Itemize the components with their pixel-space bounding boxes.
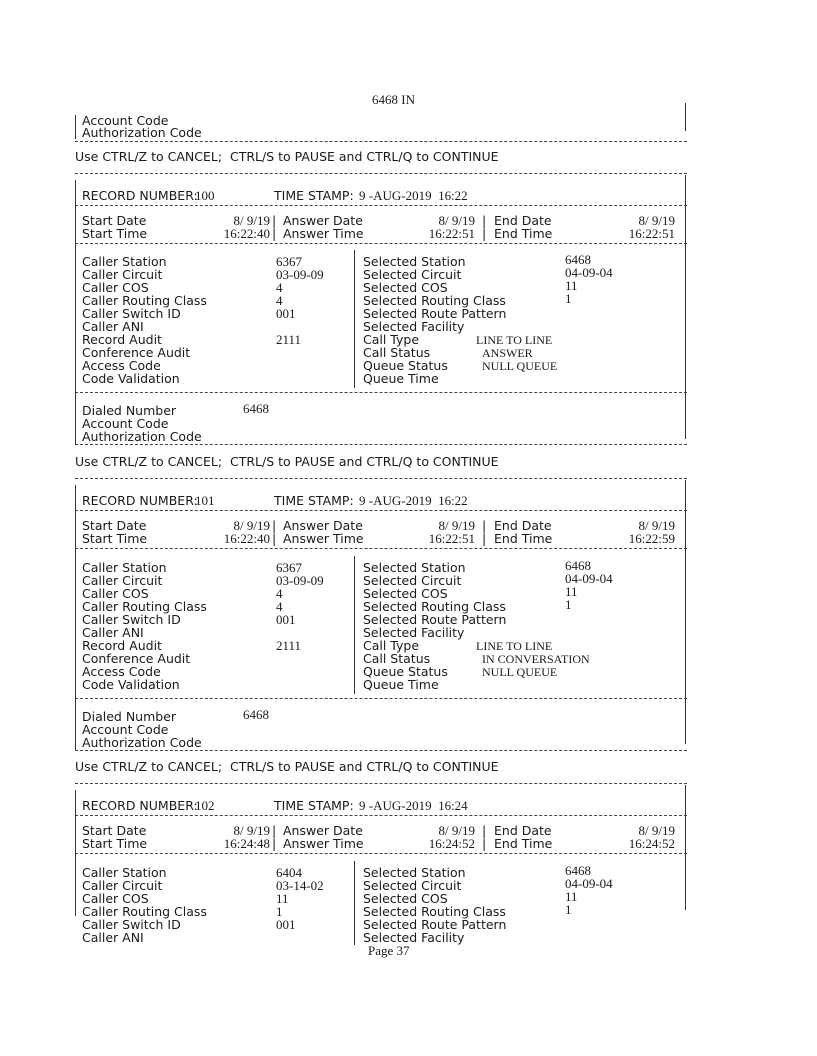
selected-routing-class-label: Selected Routing Class bbox=[363, 599, 506, 614]
account-code-label: Account Code bbox=[82, 722, 169, 737]
start-date-label: Start Date bbox=[82, 213, 147, 228]
caller-station-label: Caller Station bbox=[82, 560, 167, 575]
queue-time-label: Queue Time bbox=[363, 677, 439, 692]
border-left bbox=[75, 485, 76, 750]
selected-routing-class: 1 bbox=[565, 291, 572, 306]
caller-circuit-label: Caller Circuit bbox=[82, 267, 163, 282]
account-code-label: Account Code bbox=[82, 113, 169, 128]
selected-facility-label: Selected Facility bbox=[363, 930, 465, 945]
time-stamp: 9 -AUG-2019 16:24 bbox=[359, 798, 468, 813]
divider bbox=[75, 548, 687, 549]
caller-switch-id: 001 bbox=[276, 306, 296, 321]
call-type-label: Call Type bbox=[363, 638, 420, 653]
divider bbox=[75, 783, 687, 784]
border-right bbox=[685, 785, 686, 910]
answer-date-label: Answer Date bbox=[283, 518, 363, 533]
caller-station: 6367 bbox=[276, 254, 302, 269]
queue-time-label: Queue Time bbox=[363, 371, 439, 386]
divider bbox=[75, 444, 687, 445]
answer-date-label: Answer Date bbox=[283, 213, 363, 228]
selected-circuit: 04-09-04 bbox=[565, 265, 613, 280]
selected-circuit: 04-09-04 bbox=[565, 876, 613, 891]
queue-status-label: Queue Status bbox=[363, 358, 448, 373]
dialed-number: 6468 bbox=[243, 707, 269, 722]
selected-station-label: Selected Station bbox=[363, 254, 466, 269]
divider bbox=[75, 750, 687, 751]
caller-station-label: Caller Station bbox=[82, 865, 167, 880]
start-date: 8/ 9/19 bbox=[233, 823, 270, 838]
caller-routing-class: 4 bbox=[276, 293, 283, 308]
selected-routing-class: 1 bbox=[565, 902, 572, 917]
border-right bbox=[685, 175, 686, 439]
divider bbox=[75, 698, 687, 699]
divider bbox=[75, 205, 687, 206]
code-validation-label: Code Validation bbox=[82, 677, 180, 692]
queue-status: NULL QUEUE bbox=[482, 359, 558, 373]
selected-routing-class: 1 bbox=[565, 597, 572, 612]
border-left bbox=[75, 115, 76, 139]
call-type: LINE TO LINE bbox=[476, 639, 553, 653]
start-time-label: Start Time bbox=[82, 836, 148, 851]
answer-time-label: Answer Time bbox=[283, 836, 364, 851]
ctrl-instructions: Use CTRL/Z to CANCEL; CTRL/S to PAUSE and CTRL/Q to CONTINUE bbox=[75, 759, 499, 774]
end-time: 16:22:51 bbox=[628, 226, 675, 241]
record-number: 100 bbox=[195, 188, 215, 203]
call-type-label: Call Type bbox=[363, 332, 420, 347]
time-stamp: 9 -AUG-2019 16:22 bbox=[359, 493, 468, 508]
answer-date: 8/ 9/19 bbox=[438, 518, 475, 533]
authorization-code-label: Authorization Code bbox=[82, 125, 202, 140]
divider bbox=[75, 853, 687, 854]
caller-routing-class-label: Caller Routing Class bbox=[82, 293, 207, 308]
account-code-label: Account Code bbox=[82, 416, 169, 431]
end-time: 16:24:52 bbox=[628, 836, 675, 851]
selected-cos: 11 bbox=[565, 889, 578, 904]
queue-status: NULL QUEUE bbox=[482, 665, 558, 679]
start-time-label: Start Time bbox=[82, 226, 148, 241]
caller-cos-label: Caller COS bbox=[82, 586, 149, 601]
caller-switch-id: 001 bbox=[276, 917, 296, 932]
record-audit: 2111 bbox=[276, 638, 302, 653]
start-time: 16:22:40 bbox=[223, 226, 270, 241]
border-right bbox=[685, 480, 686, 744]
caller-cos: 11 bbox=[276, 891, 289, 906]
end-time-label: End Time bbox=[494, 226, 553, 241]
start-date: 8/ 9/19 bbox=[233, 518, 270, 533]
answer-time: 16:22:51 bbox=[428, 531, 475, 546]
divider bbox=[75, 141, 687, 142]
answer-time: 16:22:51 bbox=[428, 226, 475, 241]
answer-time: 16:24:52 bbox=[428, 836, 475, 851]
call-status: ANSWER bbox=[482, 346, 533, 360]
page-header: 6468 IN bbox=[372, 92, 415, 107]
caller-routing-class-label: Caller Routing Class bbox=[82, 904, 207, 919]
end-date-label: End Date bbox=[494, 518, 552, 533]
divider bbox=[75, 392, 687, 393]
selected-route-pattern-label: Selected Route Pattern bbox=[363, 917, 507, 932]
separator: | bbox=[272, 213, 277, 228]
caller-switch-id: 001 bbox=[276, 612, 296, 627]
end-date: 8/ 9/19 bbox=[638, 518, 675, 533]
record-audit: 2111 bbox=[276, 332, 302, 347]
separator: | bbox=[272, 518, 277, 533]
selected-routing-class-label: Selected Routing Class bbox=[363, 293, 506, 308]
call-status-label: Call Status bbox=[363, 345, 431, 360]
page-number: Page 37 bbox=[368, 943, 410, 958]
answer-time-label: Answer Time bbox=[283, 531, 364, 546]
selected-cos: 11 bbox=[565, 278, 578, 293]
separator: | bbox=[272, 836, 277, 851]
time-stamp: 9 -AUG-2019 16:22 bbox=[359, 188, 468, 203]
caller-switch-id-label: Caller Switch ID bbox=[82, 306, 181, 321]
time-stamp-label: TIME STAMP: bbox=[274, 493, 354, 508]
authorization-code-label: Authorization Code bbox=[82, 735, 202, 750]
caller-cos-label: Caller COS bbox=[82, 891, 149, 906]
call-status-label: Call Status bbox=[363, 651, 431, 666]
record-audit-label: Record Audit bbox=[82, 332, 162, 347]
column-divider bbox=[354, 861, 355, 945]
record-number-label: RECORD NUMBER: bbox=[82, 188, 198, 203]
selected-station-label: Selected Station bbox=[363, 865, 466, 880]
caller-routing-class-label: Caller Routing Class bbox=[82, 599, 207, 614]
end-date: 8/ 9/19 bbox=[638, 823, 675, 838]
separator: | bbox=[482, 836, 487, 851]
ctrl-instructions: Use CTRL/Z to CANCEL; CTRL/S to PAUSE and CTRL/Q to CONTINUE bbox=[75, 149, 499, 164]
record-number: 102 bbox=[195, 798, 215, 813]
caller-circuit: 03-09-09 bbox=[276, 267, 324, 282]
column-divider bbox=[354, 250, 355, 388]
end-time-label: End Time bbox=[494, 531, 553, 546]
caller-circuit: 03-09-09 bbox=[276, 573, 324, 588]
answer-date-label: Answer Date bbox=[283, 823, 363, 838]
selected-circuit-label: Selected Circuit bbox=[363, 878, 462, 893]
caller-cos: 4 bbox=[276, 586, 283, 601]
record-number-label: RECORD NUMBER: bbox=[82, 798, 198, 813]
separator: | bbox=[482, 213, 487, 228]
divider bbox=[75, 243, 687, 244]
queue-status-label: Queue Status bbox=[363, 664, 448, 679]
selected-cos-label: Selected COS bbox=[363, 280, 448, 295]
separator: | bbox=[272, 531, 277, 546]
record-audit-label: Record Audit bbox=[82, 638, 162, 653]
conference-audit-label: Conference Audit bbox=[82, 345, 191, 360]
caller-station-label: Caller Station bbox=[82, 254, 167, 269]
divider bbox=[75, 173, 687, 174]
access-code-label: Access Code bbox=[82, 358, 161, 373]
selected-cos: 11 bbox=[565, 584, 578, 599]
selected-circuit-label: Selected Circuit bbox=[363, 573, 462, 588]
dialed-number-label: Dialed Number bbox=[82, 403, 177, 418]
caller-cos: 4 bbox=[276, 280, 283, 295]
dialed-number-label: Dialed Number bbox=[82, 709, 177, 724]
separator: | bbox=[482, 226, 487, 241]
time-stamp-label: TIME STAMP: bbox=[274, 188, 354, 203]
call-type: LINE TO LINE bbox=[476, 333, 553, 347]
start-time: 16:24:48 bbox=[223, 836, 270, 851]
end-date-label: End Date bbox=[494, 823, 552, 838]
caller-ani-label: Caller ANI bbox=[82, 930, 144, 945]
selected-facility-label: Selected Facility bbox=[363, 625, 465, 640]
selected-cos-label: Selected COS bbox=[363, 891, 448, 906]
time-stamp-label: TIME STAMP: bbox=[274, 798, 354, 813]
caller-switch-id-label: Caller Switch ID bbox=[82, 612, 181, 627]
separator: | bbox=[272, 226, 277, 241]
authorization-code-label: Authorization Code bbox=[82, 429, 202, 444]
selected-facility-label: Selected Facility bbox=[363, 319, 465, 334]
border-left bbox=[75, 180, 76, 445]
divider bbox=[75, 510, 687, 511]
end-date: 8/ 9/19 bbox=[638, 213, 675, 228]
border-right bbox=[685, 103, 686, 131]
caller-switch-id-label: Caller Switch ID bbox=[82, 917, 181, 932]
caller-circuit: 03-14-02 bbox=[276, 878, 324, 893]
record-number-label: RECORD NUMBER: bbox=[82, 493, 198, 508]
start-date-label: Start Date bbox=[82, 823, 147, 838]
divider bbox=[75, 815, 687, 816]
selected-station: 6468 bbox=[565, 863, 591, 878]
answer-date: 8/ 9/19 bbox=[438, 823, 475, 838]
record-number: 101 bbox=[195, 493, 215, 508]
start-time-label: Start Time bbox=[82, 531, 148, 546]
caller-ani-label: Caller ANI bbox=[82, 319, 144, 334]
start-date: 8/ 9/19 bbox=[233, 213, 270, 228]
caller-circuit-label: Caller Circuit bbox=[82, 573, 163, 588]
selected-circuit-label: Selected Circuit bbox=[363, 267, 462, 282]
end-time-label: End Time bbox=[494, 836, 553, 851]
selected-route-pattern-label: Selected Route Pattern bbox=[363, 612, 507, 627]
selected-route-pattern-label: Selected Route Pattern bbox=[363, 306, 507, 321]
end-time: 16:22:59 bbox=[628, 531, 675, 546]
separator: | bbox=[482, 823, 487, 838]
dialed-number: 6468 bbox=[243, 401, 269, 416]
call-status: IN CONVERSATION bbox=[482, 652, 590, 666]
selected-circuit: 04-09-04 bbox=[565, 571, 613, 586]
divider bbox=[75, 478, 687, 479]
caller-circuit-label: Caller Circuit bbox=[82, 878, 163, 893]
separator: | bbox=[482, 531, 487, 546]
caller-routing-class: 4 bbox=[276, 599, 283, 614]
caller-station: 6367 bbox=[276, 560, 302, 575]
selected-routing-class-label: Selected Routing Class bbox=[363, 904, 506, 919]
answer-date: 8/ 9/19 bbox=[438, 213, 475, 228]
caller-ani-label: Caller ANI bbox=[82, 625, 144, 640]
separator: | bbox=[482, 518, 487, 533]
conference-audit-label: Conference Audit bbox=[82, 651, 191, 666]
separator: | bbox=[272, 823, 277, 838]
ctrl-instructions: Use CTRL/Z to CANCEL; CTRL/S to PAUSE and CTRL/Q to CONTINUE bbox=[75, 454, 499, 469]
code-validation-label: Code Validation bbox=[82, 371, 180, 386]
selected-cos-label: Selected COS bbox=[363, 586, 448, 601]
selected-station: 6468 bbox=[565, 558, 591, 573]
start-date-label: Start Date bbox=[82, 518, 147, 533]
start-time: 16:22:40 bbox=[223, 531, 270, 546]
caller-station: 6404 bbox=[276, 865, 302, 880]
selected-station-label: Selected Station bbox=[363, 560, 466, 575]
answer-time-label: Answer Time bbox=[283, 226, 364, 241]
caller-routing-class: 1 bbox=[276, 904, 283, 919]
access-code-label: Access Code bbox=[82, 664, 161, 679]
end-date-label: End Date bbox=[494, 213, 552, 228]
selected-station: 6468 bbox=[565, 252, 591, 267]
caller-cos-label: Caller COS bbox=[82, 280, 149, 295]
column-divider bbox=[354, 556, 355, 694]
